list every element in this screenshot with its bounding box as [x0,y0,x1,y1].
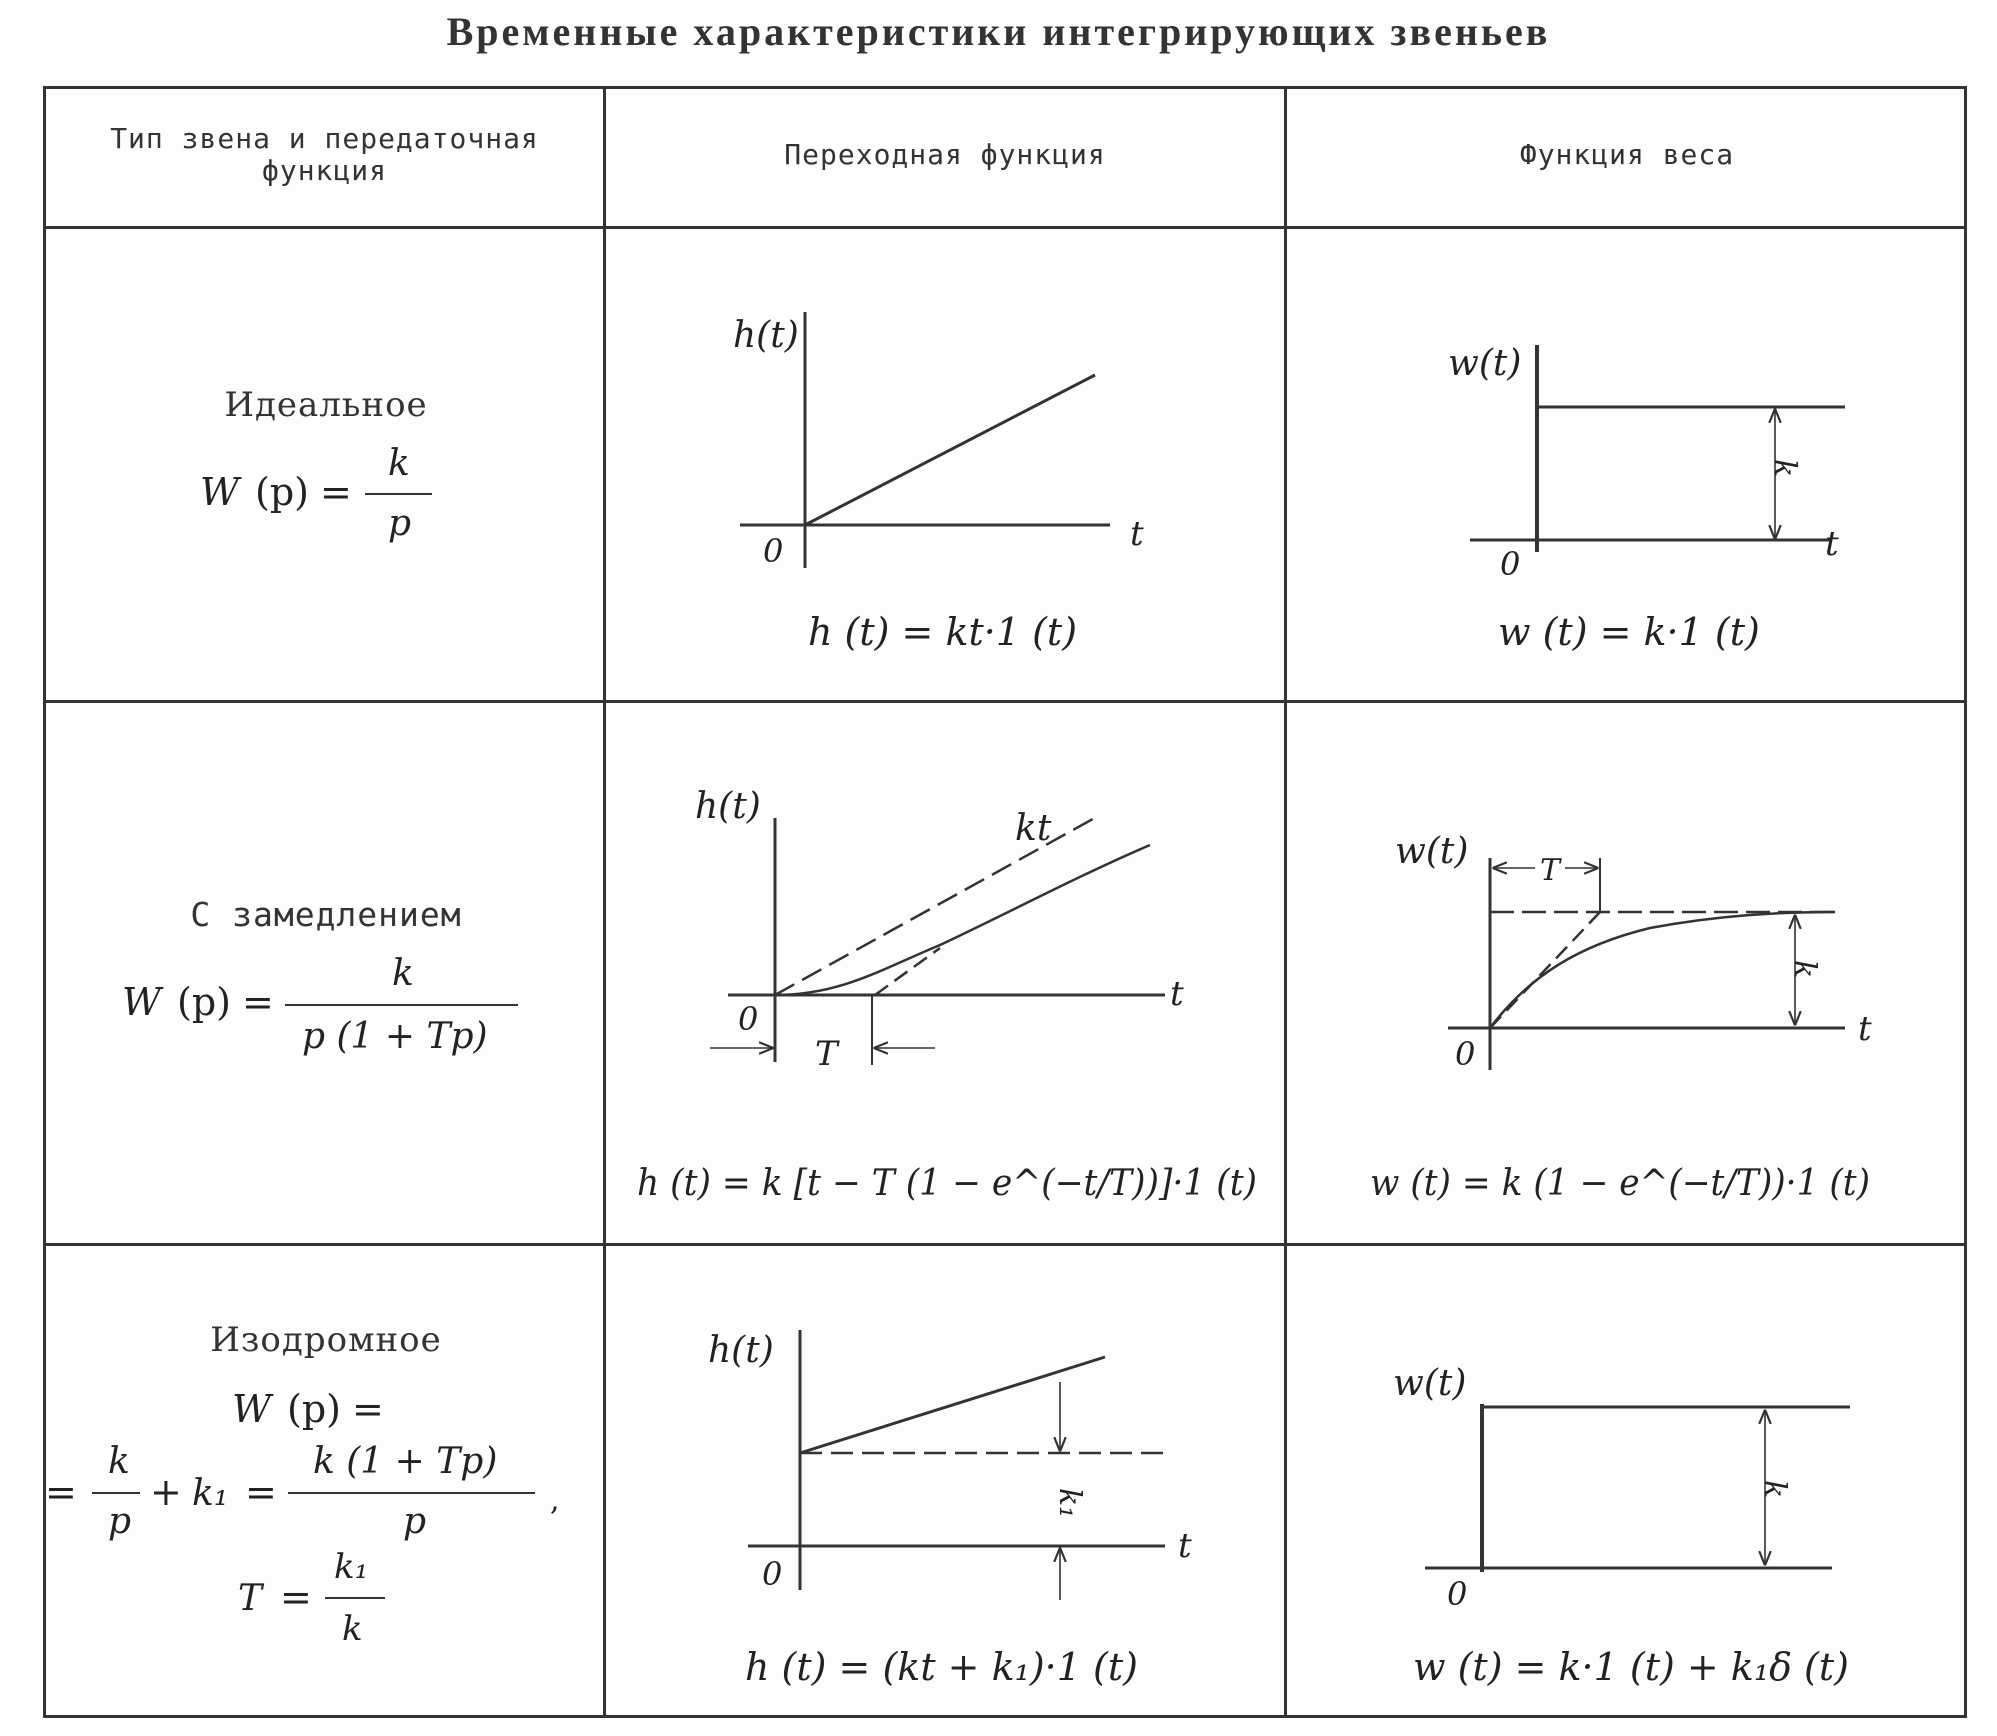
comma: , [550,1483,560,1518]
tangent-line [875,948,940,995]
axis-label-w: w(t) [1448,343,1522,384]
w-formula: w (t) = k·1 (t) [1498,610,1760,654]
w-symbol: W [200,470,240,514]
axis-label-t: t [1170,974,1184,1014]
header-impulse-response: Функция веса [1519,137,1735,171]
w-formula: w (t) = k·1 (t) + k₁δ (t) [1413,1645,1849,1689]
numerator-k: k [388,443,410,484]
k-label: k [1787,960,1822,979]
origin-label: 0 [738,1000,759,1038]
axis-label-w: w(t) [1395,831,1469,872]
row3-link-name: Изодромное [210,1320,442,1360]
equals-sign: = [352,1387,384,1431]
numerator-k: k [392,953,414,994]
origin-label: 0 [762,1555,783,1593]
axis-label-t: t [1178,1526,1192,1566]
axis-label-h: h(t) [695,786,761,827]
header-col1-line1: Тип звена и передаточная [110,121,539,155]
tangent-line [1490,912,1600,1028]
denominator-p: p [403,1501,427,1542]
equals-sign: = [320,470,352,514]
origin-label: 0 [1500,545,1521,583]
equals-sign: = [242,980,274,1024]
numerator: k (1 + Tp) [313,1441,498,1482]
t-symbol: T [238,1578,263,1619]
row3-transfer-function [45,1387,560,1649]
p-arg: (p) [177,980,231,1024]
row1-weight-plot [1448,343,1845,583]
header-step-response: Переходная функция [784,137,1106,171]
numerator-k1: k₁ [334,1547,369,1587]
axis-label-h: h(t) [708,1330,774,1371]
row3-step-plot [708,1330,1192,1600]
k1-label: k₁ [1052,1488,1087,1519]
equals-sign: = [45,1470,77,1514]
axis-label-t: t [1130,514,1144,554]
row3-weight-plot [1393,1363,1850,1613]
p-arg: (p) [287,1387,341,1431]
header-col1-line2: функция [261,154,387,187]
kt-label: kt [1015,808,1052,849]
origin-label: 0 [1455,1035,1476,1073]
denominator: p (1 + Tp) [302,1016,488,1057]
h-formula: h (t) = (kt + k₁)·1 (t) [745,1645,1138,1689]
row2-transfer-function [122,953,518,1057]
row1-formulas [808,610,1760,654]
axis-label-w: w(t) [1393,1363,1467,1404]
axis-label-t: t [1825,524,1839,564]
origin-label: 0 [1447,1575,1468,1613]
row1-step-plot [733,312,1144,570]
row2-link-name: С замедлением [190,895,462,934]
page-title: Временные характеристики интегрирующих звеньев [446,9,1551,54]
w-formula: w (t) = k (1 − e^(−t/T))·1 (t) [1370,1163,1870,1204]
p-arg: (p) [255,470,309,514]
weight-curve [1490,912,1835,1028]
numerator-k: k [108,1441,130,1482]
row1-link-name: Идеальное [224,385,428,425]
t-constant-label: T [1540,853,1561,888]
t-constant-label: T [815,1034,838,1074]
row1-transfer-function [200,443,432,544]
origin-label: 0 [763,532,784,570]
k1-term: k₁ [192,1473,229,1514]
k-label: k [1757,1480,1792,1499]
ramp-line [805,375,1095,525]
row2-step-plot [695,786,1184,1074]
denominator-p: p [388,503,412,544]
w-symbol: W [232,1387,272,1431]
h-formula: h (t) = k [t − T (1 − e^(−t/T))]·1 (t) [637,1163,1257,1204]
plus-sign: + [150,1470,182,1514]
axis-label-t: t [1858,1009,1872,1049]
w-symbol: W [122,980,162,1024]
row2-weight-plot [1395,831,1872,1073]
row3-formulas [745,1645,1849,1689]
denominator-k: k [342,1609,363,1649]
equals-sign: = [245,1470,277,1514]
denominator-p: p [108,1501,132,1542]
axis-label-h: h(t) [733,315,799,356]
row2-formulas [637,1163,1870,1204]
h-formula: h (t) = kt·1 (t) [808,610,1078,654]
equals-sign: = [280,1575,312,1619]
k-label: k [1767,459,1802,478]
step-response-curve [775,845,1150,995]
